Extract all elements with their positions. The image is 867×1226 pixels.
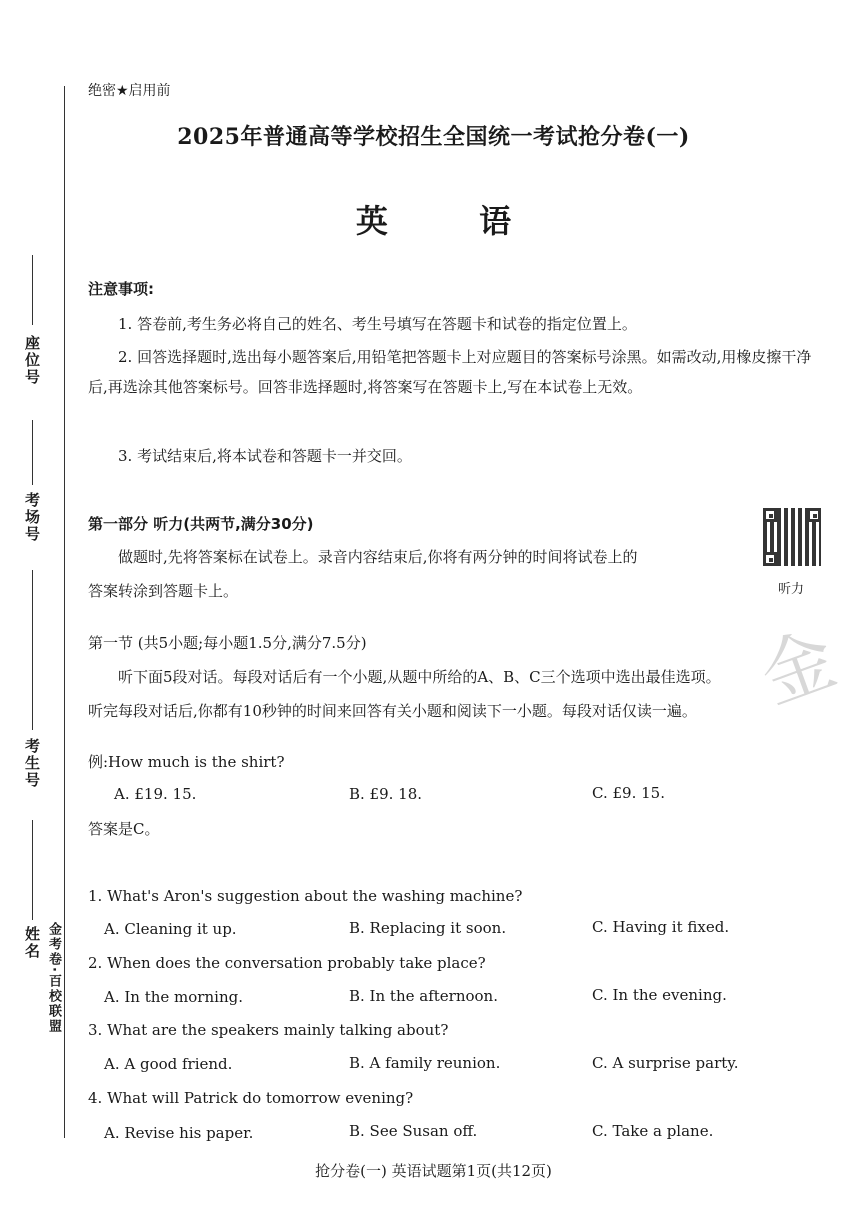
example-option-a: A. £19. 15. (114, 785, 197, 803)
exam-no-fill-line (32, 570, 33, 730)
question-3: 3. What are the speakers mainly talking about? (88, 1021, 449, 1039)
example-option-b: B. £9. 18. (349, 785, 423, 803)
note-item-3: 3. 考试结束后,将本试卷和答题卡一并交回。 (118, 447, 412, 465)
qr-code-icon (763, 508, 821, 566)
section1-heading: 第一节 (共5小题;每小题1.5分,满分7.5分) (88, 634, 367, 652)
seat-fill-line (32, 255, 33, 325)
example-option-c: C. £9. 15. (592, 784, 665, 802)
question-4-option-b: B. See Susan off. (349, 1122, 478, 1140)
question-3-option-c: C. A surprise party. (592, 1054, 739, 1072)
name-fill-line (32, 820, 33, 920)
confidential-mark: 绝密★启用前 (88, 83, 171, 99)
question-1-option-b: B. Replacing it soon. (349, 919, 507, 937)
part1-instruction-line2: 答案转涂到答题卡上。 (88, 582, 239, 600)
question-1: 1. What's Aron's suggestion about the washing machine? (88, 887, 523, 905)
question-2-option-a: A. In the morning. (104, 988, 243, 1006)
question-1-option-a: A. Cleaning it up. (104, 920, 237, 938)
section1-instruction-line2: 听完每段对话后,你都有10秒钟的时间来回答有关小题和阅读下一小题。每段对话仅读一遍。 (88, 702, 697, 720)
note-item-2: 2. 回答选择题时,选出每小题答案后,用铅笔把答题卡上对应题目的答案标号涂黑。如需改动,用橡皮擦干净后,再选涂其他答案标号。回答非选择题时,将答案写在答题卡上,写在本试卷上无效。 (88, 348, 812, 396)
question-1-option-c: C. Having it fixed. (592, 918, 730, 936)
question-2: 2. When does the conversation probably take place? (88, 954, 486, 972)
question-3-option-a: A. A good friend. (104, 1055, 233, 1073)
section1-instruction-line1: 听下面5段对话。每段对话后有一个小题,从题中所给的A、B、C三个选项中选出最佳选项。 (118, 668, 721, 686)
question-4-option-a: A. Revise his paper. (104, 1124, 254, 1142)
brand-label: 金考卷·百校联盟 (46, 922, 61, 1034)
seat-label: 座位号 (23, 335, 41, 386)
subject-title: 英 语 (355, 202, 552, 240)
note-item-1: 1. 答卷前,考生务必将自己的姓名、考生号填写在答题卡和试卷的指定位置上。 (118, 315, 637, 333)
question-4: 4. What will Patrick do tomorrow evening? (88, 1089, 414, 1107)
room-label: 考场号 (23, 492, 41, 543)
example-answer: 答案是C。 (88, 820, 160, 838)
notes-heading: 注意事项: (88, 280, 154, 298)
question-2-option-b: B. In the afternoon. (349, 987, 498, 1005)
page-footer: 抢分卷(一) 英语试题第1页(共12页) (315, 1162, 552, 1180)
example-question: 例:How much is the shirt? (88, 753, 285, 771)
question-4-option-c: C. Take a plane. (592, 1122, 714, 1140)
page-title: 2025年普通高等学校招生全国统一考试抢分卷(一) (177, 124, 690, 150)
part1-heading: 第一部分 听力(共两节,满分30分) (88, 515, 314, 533)
part1-instruction-line1: 做题时,先将答案标在试卷上。录音内容结束后,你将有两分钟的时间将试卷上的 (118, 548, 638, 566)
binding-line (64, 86, 65, 1138)
qr-label: 听力 (778, 582, 805, 597)
room-fill-line (32, 420, 33, 485)
question-2-option-c: C. In the evening. (592, 986, 727, 1004)
question-3-option-b: B. A family reunion. (349, 1054, 501, 1072)
watermark-icon: 金 (749, 615, 847, 720)
exam-no-label: 考生号 (23, 738, 41, 789)
name-label: 姓名 (23, 926, 41, 960)
